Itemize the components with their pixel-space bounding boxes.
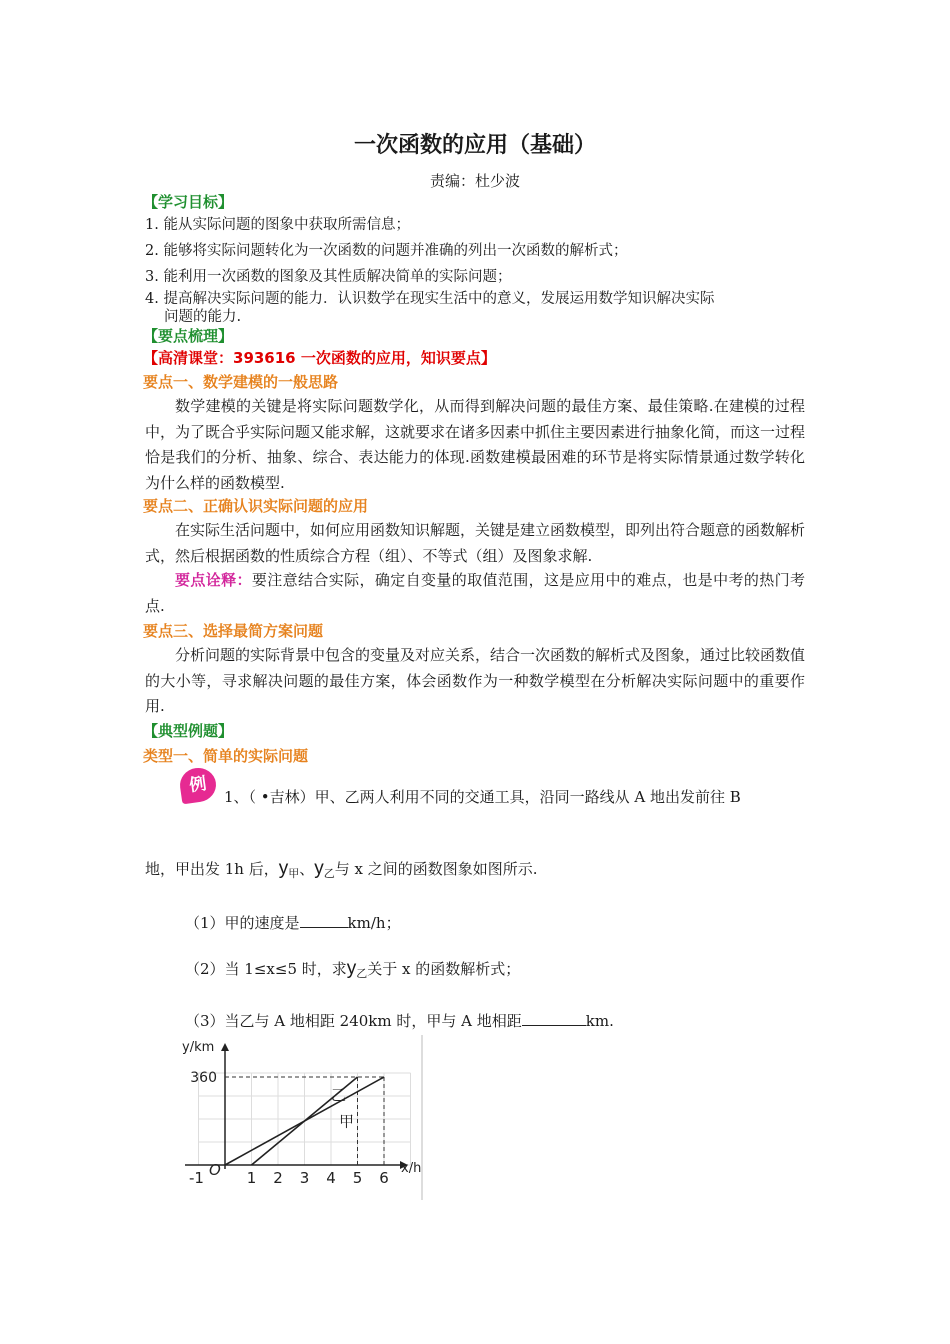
objectives-heading: 【学习目标】: [143, 193, 234, 211]
q3-b: km.: [585, 1012, 614, 1030]
page-title: 一次函数的应用（基础）: [353, 133, 596, 158]
objective-4-cont: 问题的能力.: [164, 309, 242, 325]
x-tick-label: -1: [189, 1169, 204, 1187]
classroom-link[interactable]: 【高清课堂：393616 一次函数的应用，知识要点】: [143, 349, 496, 367]
q1-blank[interactable]: [300, 913, 348, 928]
q3-blank[interactable]: [522, 1011, 586, 1026]
x-tick-label: 1: [246, 1169, 257, 1187]
point1-text: 数学建模的关键是将实际问题数学化，从而得到解决问题的最佳方案、最佳策略.在建模的过程中，为了既合乎实际问题又能求解，这就要求在诸多因素中抓住主要因素进行抽象化简，而这一过程恰是我们的分析、抽象、综合、表达能力的体现.函数建模最困难的环节是将实际情景通过数学转化为什么样的函数模型.: [145, 397, 806, 492]
x-tick-label: 2: [273, 1169, 283, 1187]
q2-b: 关于 x 的函数解析式；: [367, 960, 521, 978]
example-line2: [145, 858, 538, 881]
example-line1: 1、（ •吉林）甲、乙两人利用不同的交通工具，沿同一路线从 A 地出发前往 B: [224, 788, 741, 806]
q3-a: （3）当乙与 A 地相距 240km 时，甲与 A 地相距: [185, 1012, 522, 1030]
example-badge-icon: 例: [178, 766, 218, 805]
keypoints-heading: 【要点梳理】: [143, 327, 234, 345]
note-text: 要注意结合实际，确定自变量的取值范围，这是应用中的难点，也是中考的热门考点.: [145, 571, 805, 615]
x-axis-label: x/h: [401, 1161, 422, 1176]
x-tick-label: 6: [379, 1169, 389, 1187]
point1-heading: 要点一、数学建模的一般思路: [143, 373, 339, 391]
sub-jia: 甲: [288, 867, 300, 880]
note-label: 要点诠释：: [175, 571, 252, 589]
objective-4: 4. 提高解决实际问题的能力．认识数学在现实生活中的意义，发展运用数学知识解决实际: [145, 291, 715, 307]
question-3: [185, 1010, 614, 1031]
editor-line: 责编：杜少波: [429, 172, 520, 190]
x-tick-label: 4: [326, 1169, 336, 1187]
point2-text: 在实际生活问题中，如何应用函数知识解题，关键是建立函数模型，即列出符合题意的函数解析式，然后根据函数的性质综合方程（组）、不等式（组）及图象求解.: [145, 521, 806, 565]
x-tick-label: 3: [299, 1169, 310, 1187]
objective-3: 3. 能利用一次函数的图象及其性质解决简单的实际问题；: [145, 269, 512, 285]
example-line2-b: 与 x 之间的函数图象如图所示.: [334, 860, 538, 878]
chart: [150, 1035, 430, 1205]
examples-heading: 【典型例题】: [143, 722, 234, 740]
question-1: [185, 912, 401, 933]
y-letter-jia: y: [278, 858, 289, 879]
q1-b: km/h；: [347, 914, 401, 932]
example-line2-a: 地，甲出发 1h 后，: [145, 860, 279, 878]
sub-yi-q2: 乙: [356, 967, 368, 980]
q2-a: （2）当 1≤x≤5 时，求: [185, 960, 347, 978]
y-axis-arrow-icon: [221, 1043, 229, 1051]
point2-heading: 要点二、正确认识实际问题的应用: [143, 497, 369, 515]
separator: 、: [299, 860, 315, 878]
y-letter-q2: y: [346, 958, 357, 979]
objective-1: 1. 能从实际问题的图象中获取所需信息；: [145, 217, 410, 233]
y-tick-label: 360: [190, 1070, 217, 1086]
question-2: [185, 958, 520, 981]
y-letter-yi: y: [314, 858, 324, 879]
type1-heading: 类型一、简单的实际问题: [143, 747, 309, 765]
sub-yi: 乙: [323, 867, 335, 880]
x-tick-label: 5: [352, 1169, 363, 1187]
point3-heading: 要点三、选择最简方案问题: [143, 622, 324, 640]
origin-label: O: [209, 1161, 221, 1179]
objective-2: 2. 能够将实际问题转化为一次函数的问题并准确的列出一次函数的解析式；: [145, 243, 628, 259]
q1-a: （1）甲的速度是: [185, 914, 300, 932]
note-paragraph: [145, 568, 805, 619]
series-label-jia: 甲: [338, 1112, 354, 1131]
point3-text: 分析问题的实际背景中包含的变量及对应关系，结合一次函数的解析式及图象，通过比较函数值的大小等，寻求解决问题的最佳方案，体会函数作为一种数学模型在分析解决实际问题中的重要作用.: [145, 646, 806, 715]
y-axis-label: y/km: [182, 1040, 215, 1055]
series-label-yi: 乙: [331, 1085, 347, 1104]
